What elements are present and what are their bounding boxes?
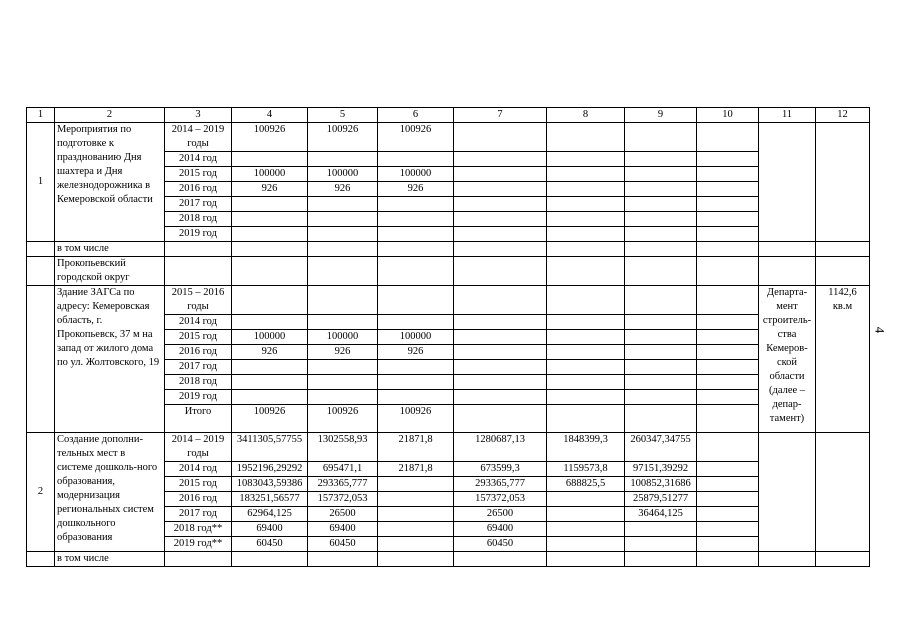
year-cell: 2017 год [165,197,232,212]
value-cell [378,212,454,227]
column-header: 9 [625,108,697,123]
page-number: 4 [872,326,888,334]
empty-cell [454,330,547,345]
year-cell: 2016 год [165,182,232,197]
value-cell [308,227,378,242]
empty-cell [27,242,55,257]
empty-cell [816,123,870,242]
value-cell [232,375,308,390]
value-cell [625,537,697,552]
empty-cell [454,375,547,390]
empty-cell [547,330,625,345]
year-cell: 2017 год [165,507,232,522]
value-cell [378,197,454,212]
empty-cell [308,242,378,257]
empty-cell [625,315,697,330]
year-cell: 2014 год [165,462,232,477]
empty-cell [547,182,625,197]
value-cell [308,315,378,330]
empty-cell [308,552,378,567]
empty-cell [697,227,759,242]
value-cell [308,197,378,212]
column-header: 7 [454,108,547,123]
value-cell [378,227,454,242]
empty-cell [232,552,308,567]
empty-cell [625,360,697,375]
empty-cell [27,286,55,433]
empty-cell [547,257,625,286]
value-cell: 69400 [454,522,547,537]
value-cell: 60450 [454,537,547,552]
year-cell: 2019 год [165,227,232,242]
empty-cell [697,330,759,345]
value-cell: 100926 [308,405,378,433]
empty-cell [454,123,547,152]
value-cell: 1848399,3 [547,433,625,462]
empty-cell [547,375,625,390]
value-cell [378,477,454,492]
value-cell [547,522,625,537]
value-cell: 100926 [378,405,454,433]
year-cell: 2014 – 2019 годы [165,433,232,462]
empty-cell [454,182,547,197]
empty-cell [547,152,625,167]
value-cell: 926 [232,345,308,360]
empty-cell [625,330,697,345]
empty-cell [378,257,454,286]
empty-cell [27,257,55,286]
empty-cell [454,286,547,315]
empty-cell [547,552,625,567]
value-cell [378,286,454,315]
empty-cell [625,182,697,197]
empty-cell [454,167,547,182]
empty-cell [165,257,232,286]
empty-cell [454,405,547,433]
value-cell: 100000 [232,330,308,345]
empty-cell [27,552,55,567]
object-title: Здание ЗАГСа по адресу: Кемеровская область, г. Прокопьевск, 37 м на запад от жилого дома по ул. Жолтовского, 19 [55,286,165,433]
empty-cell [697,315,759,330]
value-cell: 21871,8 [378,433,454,462]
empty-cell [165,552,232,567]
empty-cell [697,390,759,405]
subheading-row [27,242,870,257]
empty-cell [625,345,697,360]
value-cell [547,507,625,522]
value-cell: 21871,8 [378,462,454,477]
empty-cell [547,390,625,405]
empty-cell [547,197,625,212]
empty-cell [625,405,697,433]
empty-cell [547,167,625,182]
column-header: 10 [697,108,759,123]
value-cell: 183251,56577 [232,492,308,507]
value-cell: 69400 [232,522,308,537]
column-header: 12 [816,108,870,123]
empty-cell [697,405,759,433]
subheading-row [27,257,870,286]
empty-cell [165,242,232,257]
empty-cell [816,242,870,257]
value-cell: 1159573,8 [547,462,625,477]
empty-cell [625,167,697,182]
year-cell: 2018 год [165,212,232,227]
value-cell [378,360,454,375]
year-cell: 2017 год [165,360,232,375]
empty-cell [547,345,625,360]
empty-cell [625,152,697,167]
empty-cell [697,375,759,390]
column-header: 5 [308,108,378,123]
value-cell: 26500 [454,507,547,522]
value-cell: 673599,3 [454,462,547,477]
value-cell [232,152,308,167]
empty-cell [454,552,547,567]
empty-cell [625,552,697,567]
value-cell [378,507,454,522]
value-cell [308,212,378,227]
empty-cell [454,227,547,242]
empty-cell [454,242,547,257]
item-title: Мероприятия по подготовке к празднованию Дня шахтера и Дня железнодорожника в Кемеровской области [55,123,165,242]
value-cell: 69400 [308,522,378,537]
subheading: в том числе [55,552,165,567]
value-cell [308,390,378,405]
value-cell [232,390,308,405]
column-header: 4 [232,108,308,123]
empty-cell [759,257,816,286]
value-cell [378,522,454,537]
value-cell: 1083043,59386 [232,477,308,492]
empty-cell [454,152,547,167]
empty-cell [697,167,759,182]
empty-cell [625,390,697,405]
value-cell: 157372,053 [308,492,378,507]
empty-cell [454,197,547,212]
value-cell: 926 [308,345,378,360]
empty-cell [232,242,308,257]
value-cell: 926 [378,182,454,197]
empty-cell [759,123,816,242]
empty-cell [547,212,625,227]
empty-cell [625,123,697,152]
year-cell: 2014 год [165,152,232,167]
empty-cell [625,375,697,390]
value-cell [625,522,697,537]
column-header: 8 [547,108,625,123]
value-cell: 97151,39292 [625,462,697,477]
empty-cell [454,360,547,375]
empty-cell [625,197,697,212]
empty-cell [697,537,759,552]
empty-cell [547,360,625,375]
value-cell: 25879,51277 [625,492,697,507]
year-cell: 2015 год [165,330,232,345]
empty-cell [697,212,759,227]
value-cell: 293365,777 [454,477,547,492]
empty-cell [454,390,547,405]
value-cell: 157372,053 [454,492,547,507]
empty-cell [454,257,547,286]
year-cell: 2015 год [165,167,232,182]
value-cell [232,360,308,375]
empty-cell [816,257,870,286]
value-cell [378,315,454,330]
value-cell [308,152,378,167]
empty-cell [547,405,625,433]
year-cell: 2018 год [165,375,232,390]
column-header: 6 [378,108,454,123]
year-cell: 2016 год [165,492,232,507]
year-cell: 2016 год [165,345,232,360]
empty-cell [697,286,759,315]
year-cell: 2014 год [165,315,232,330]
empty-cell [697,492,759,507]
value-cell: 3411305,57755 [232,433,308,462]
value-cell: 60450 [308,537,378,552]
value-cell: 688825,5 [547,477,625,492]
empty-cell [697,462,759,477]
empty-cell [759,433,816,552]
subheading-row [27,552,870,567]
table-row [27,433,870,462]
column-header: 11 [759,108,816,123]
value-cell [232,212,308,227]
empty-cell [816,433,870,552]
empty-cell [697,552,759,567]
year-cell: 2018 год** [165,522,232,537]
header-row [27,108,870,123]
empty-cell [697,242,759,257]
value-cell: 926 [308,182,378,197]
empty-cell [378,242,454,257]
empty-cell [697,477,759,492]
empty-cell [697,507,759,522]
value-cell [378,152,454,167]
value-cell: 36464,125 [625,507,697,522]
value-cell [232,286,308,315]
item-number: 1 [27,123,55,242]
value-cell: 926 [378,345,454,360]
value-cell: 100926 [308,123,378,152]
empty-cell [697,182,759,197]
year-cell: 2015 год [165,477,232,492]
empty-cell [816,552,870,567]
value-cell: 260347,34755 [625,433,697,462]
value-cell [547,537,625,552]
capacity-cell: 1142,6 кв.м [816,286,870,433]
empty-cell [547,242,625,257]
empty-cell [697,152,759,167]
value-cell [547,492,625,507]
year-cell: 2014 – 2019 годы [165,123,232,152]
value-cell: 100852,31686 [625,477,697,492]
empty-cell [378,552,454,567]
value-cell: 100926 [232,405,308,433]
value-cell: 100000 [308,330,378,345]
empty-cell [759,242,816,257]
value-cell: 100000 [232,167,308,182]
empty-cell [547,123,625,152]
table-row [27,286,870,315]
value-cell: 26500 [308,507,378,522]
value-cell: 695471,1 [308,462,378,477]
value-cell [378,537,454,552]
empty-cell [625,212,697,227]
column-header: 1 [27,108,55,123]
municipality-label: Прокопьевский городской округ [55,257,165,286]
empty-cell [697,197,759,212]
value-cell [378,492,454,507]
table-row [27,123,870,152]
value-cell: 1280687,13 [454,433,547,462]
value-cell: 100926 [232,123,308,152]
value-cell: 100000 [378,330,454,345]
subheading: в том числе [55,242,165,257]
value-cell: 100926 [378,123,454,152]
empty-cell [697,345,759,360]
year-cell: Итого [165,405,232,433]
value-cell [378,375,454,390]
empty-cell [697,123,759,152]
year-cell: 2015 – 2016 годы [165,286,232,315]
empty-cell [697,360,759,375]
value-cell: 62964,125 [232,507,308,522]
empty-cell [454,345,547,360]
empty-cell [308,257,378,286]
value-cell [232,227,308,242]
value-cell: 100000 [378,167,454,182]
value-cell [308,360,378,375]
value-cell: 60450 [232,537,308,552]
column-header: 2 [55,108,165,123]
value-cell: 293365,777 [308,477,378,492]
year-cell: 2019 год [165,390,232,405]
empty-cell [547,315,625,330]
empty-cell [759,552,816,567]
value-cell: 100000 [308,167,378,182]
empty-cell [547,286,625,315]
year-cell: 2019 год** [165,537,232,552]
value-cell [232,197,308,212]
empty-cell [625,286,697,315]
empty-cell [232,257,308,286]
empty-cell [625,227,697,242]
empty-cell [547,227,625,242]
value-cell [308,286,378,315]
item-title: Создание дополни-тельных мест в системе дошколь-ного образования, модернизация региональных систем дошкольного образования [55,433,165,552]
value-cell: 1302558,93 [308,433,378,462]
value-cell: 1952196,29292 [232,462,308,477]
empty-cell [625,257,697,286]
column-header: 3 [165,108,232,123]
value-cell [308,375,378,390]
empty-cell [697,433,759,462]
item-number: 2 [27,433,55,552]
empty-cell [697,257,759,286]
responsible-executor: Департа-мент строитель-ства Кемеров-ской области (далее – депар-тамент) [759,286,816,433]
value-cell [378,390,454,405]
empty-cell [625,242,697,257]
empty-cell [697,522,759,537]
value-cell [232,315,308,330]
empty-cell [454,315,547,330]
program-table [26,107,870,567]
value-cell: 926 [232,182,308,197]
empty-cell [454,212,547,227]
